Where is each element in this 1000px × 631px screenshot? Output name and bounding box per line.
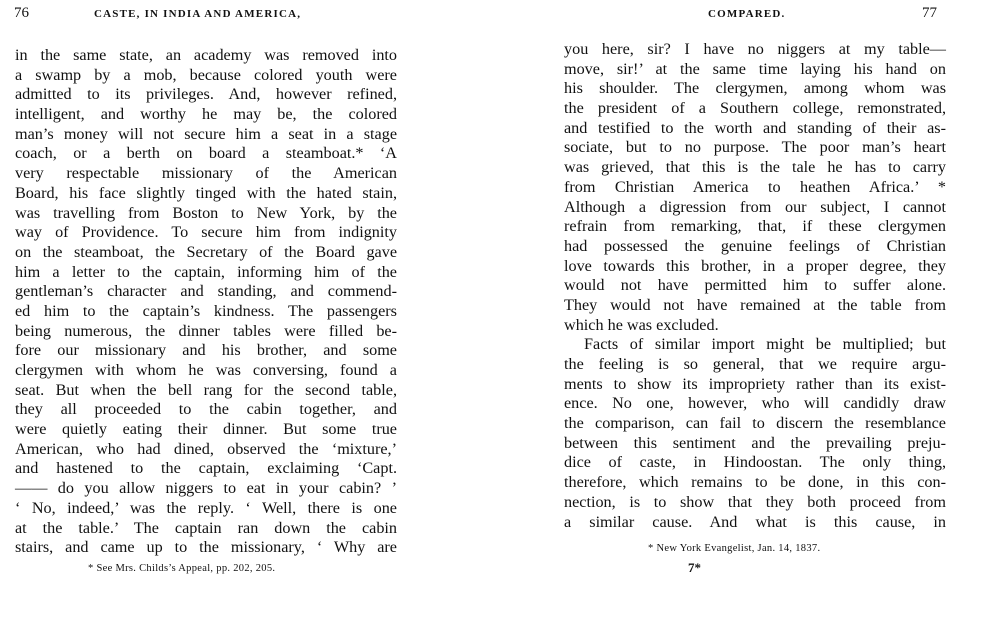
body-line: and testified to the worth and standing of their as- [564, 118, 946, 137]
body-line: would not have permitted him to suffer alone. [564, 276, 946, 295]
running-head-right: COMPARED. [708, 8, 786, 20]
body-line: the feeling is so general, that we require argu- [564, 355, 946, 373]
body-line: love towards this brother, in a proper degree, they [564, 256, 946, 275]
paragraph-end-line: which he was excluded. [564, 315, 719, 334]
body-line: Board, his face slightly tinged with the hated stain, [15, 183, 397, 202]
body-line: a swamp by a mob, because colored youth were [15, 65, 397, 84]
body-line: at the table.’ The captain ran down the cabin [15, 518, 397, 537]
body-line: move, sir!’ at the same time laying his hand on [564, 59, 946, 78]
body-line: ed him to the captain’s kindness. The passengers [15, 301, 397, 320]
body-line: man’s money will not secure him a seat in a stage [15, 124, 397, 143]
body-line: they all proceeded to the cabin together, and [15, 400, 397, 419]
body-line: stairs, and came up to the missionary, ‘ Why are [15, 538, 397, 557]
signature-mark: 7* [688, 560, 701, 575]
body-line: intelligent, and worthy he may be, the colored [15, 105, 397, 124]
page-number-left: 76 [14, 5, 29, 21]
body-line: nection, is to show that they both proceed from [564, 492, 946, 511]
body-line: Although a digression from our subject, I cannot [564, 197, 946, 216]
body-line: ments to show its impropriety rather than its exist- [564, 374, 946, 393]
body-line: a similar cause. And what is this cause, in [564, 512, 946, 531]
body-line: the president of a Southern college, remonstrated, [564, 99, 946, 118]
body-line: was grieved, that this is the tale he has to carry [564, 158, 946, 177]
body-line: seat. But when the bell rang for the second table, [15, 380, 397, 399]
body-line: sociate, but to no purpose. The poor man’s heart [564, 138, 946, 157]
body-line: therefore, which remains to be done, in this con- [564, 473, 946, 492]
body-line: you here, sir? I have no niggers at my table— [564, 40, 946, 58]
body-line: were quietly eating their dinner. But some true [15, 420, 397, 439]
body-line: in the same state, an academy was removed into [15, 46, 397, 64]
running-head-left: CASTE, IN INDIA AND AMERICA, [94, 8, 302, 20]
body-line: ence. No one, however, who will candidly draw [564, 394, 946, 413]
body-line: being numerous, the dinner tables were filled be- [15, 321, 397, 340]
body-line: gentleman’s character and standing, and commend- [15, 282, 397, 301]
body-line: coach, or a berth on board a steamboat.* ‘A [15, 144, 397, 163]
footnote-left: * See Mrs. Childs’s Appeal, pp. 202, 205. [88, 563, 276, 574]
body-line: was travelling from Boston to New York, by the [15, 203, 397, 222]
body-line: —— do you allow niggers to eat in your cabin? ’ [15, 479, 397, 498]
paragraph-start-line: Facts of similar import might be multiplied; but [584, 335, 946, 354]
body-line: dice of caste, in Hindoostan. The only thing, [564, 453, 946, 472]
body-line: admitted to its privileges. And, however refined, [15, 85, 397, 104]
body-line: the comparison, can fail to discern the resemblance [564, 414, 946, 433]
body-line: fore our missionary and his brother, and some [15, 341, 397, 360]
body-line: his shoulder. The clergymen, among whom was [564, 79, 946, 98]
body-line: ‘ No, indeed,’ was the reply. ‘ Well, there is one [15, 498, 397, 517]
body-line: American, who had dined, observed the ‘mixture,’ [15, 439, 397, 458]
body-line: had possessed the genuine feelings of Christian [564, 236, 946, 255]
body-line: clergymen with whom he was conversing, found a [15, 361, 397, 379]
body-line: on the steamboat, the Secretary of the Board gave [15, 242, 397, 261]
body-line: him a letter to the captain, informing him of the [15, 262, 397, 281]
body-line: from Christian America to heathen Africa.’ * [564, 177, 946, 196]
footnote-right: * New York Evangelist, Jan. 14, 1837. [648, 543, 821, 554]
body-line: between this sentiment and the prevailing preju- [564, 433, 946, 452]
left-body-text [15, 46, 397, 558]
right-body-text [564, 40, 946, 532]
body-line: refrain from remarking, that, if these clergymen [564, 217, 946, 236]
body-line: and hastened to the captain, exclaiming ‘Capt. [15, 459, 397, 478]
right-page [500, 0, 1000, 631]
page-number-right: 77 [922, 5, 937, 21]
body-line: They would not have remained at the table from [564, 295, 946, 314]
body-line: way of Providence. To secure him from indignity [15, 223, 397, 242]
body-line: very respectable missionary of the American [15, 164, 397, 183]
